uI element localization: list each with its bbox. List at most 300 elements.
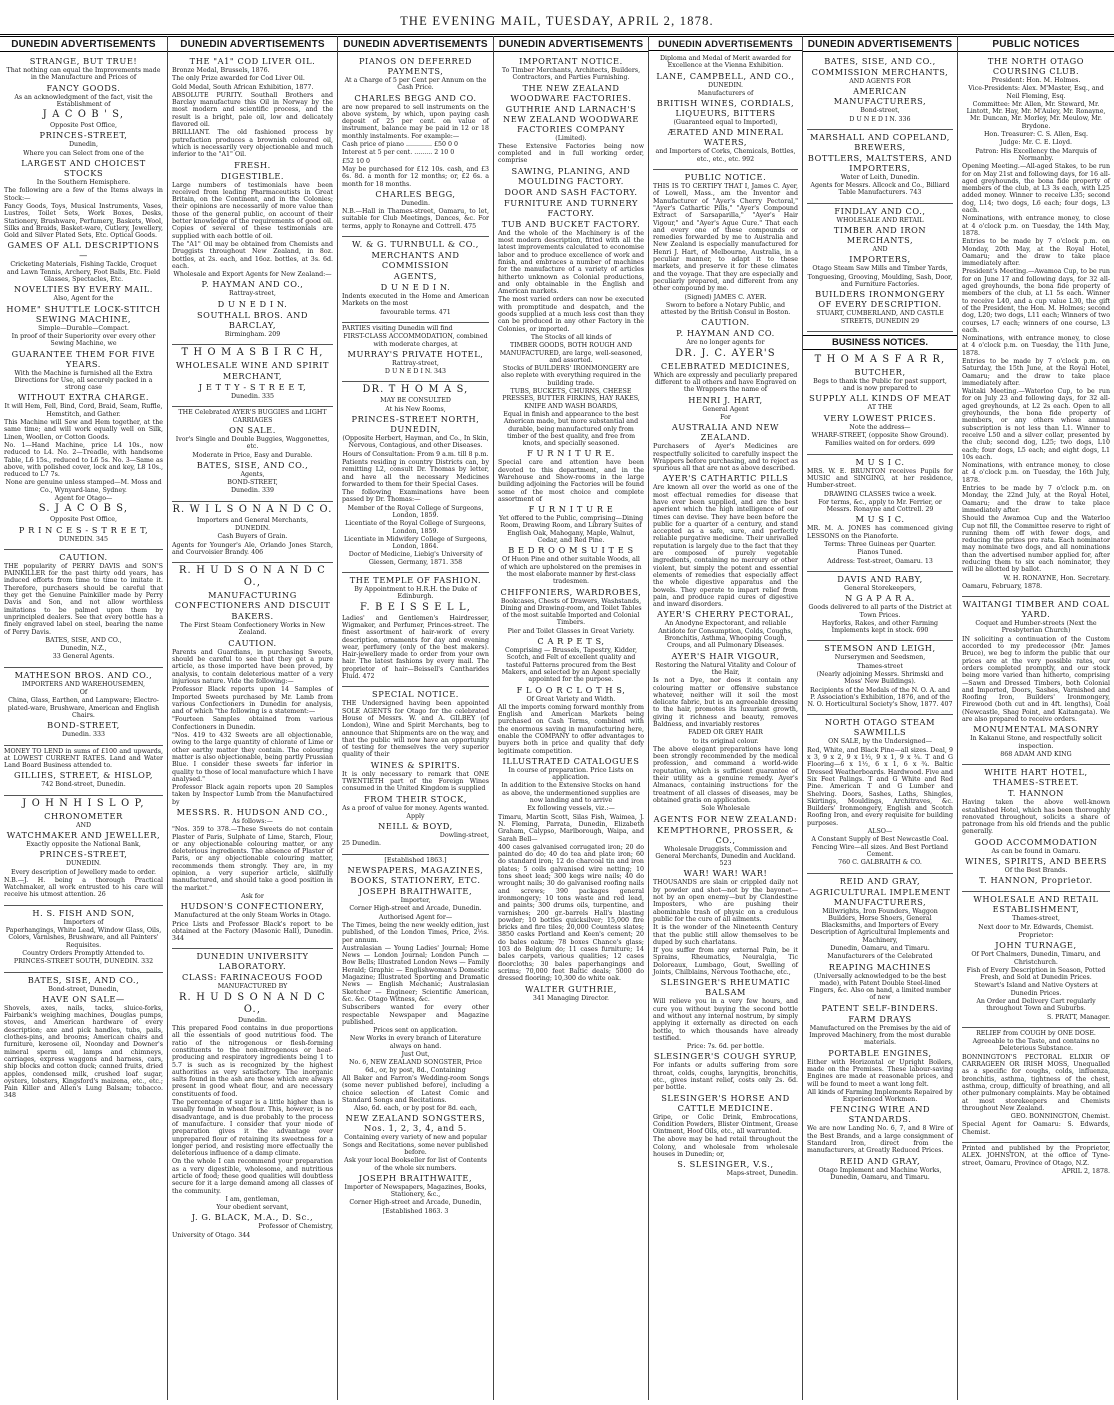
- ad-text: Patients residing in country Districts can, by remitting L2, consult Dr. Thomas by letter, and have all the necessary Medicines forwarded to them for their Special Cases.: [342, 458, 489, 488]
- ad-text: This Machine will Sew and Hem together, at the same time; and will work equally well on Silk, Linen, Woollen, or Cotton Goods.: [4, 419, 163, 441]
- ad-heading: AYER'S CATHARTIC PILLS: [662, 473, 789, 484]
- ad-text: Indents executed in the Home and American Markets on the most: [342, 293, 489, 308]
- ad-text: I am, gentleman,: [225, 1195, 280, 1203]
- ad-text: (Nearly adjoining Messrs. Shrimski and Moss' New Buildings).: [816, 670, 944, 686]
- ad-text: Opposite Post Office,: [50, 516, 117, 524]
- ad-heading: R. H U D S O N A N D C O.,: [178, 565, 326, 589]
- ad-text: ABSOLUTE PURITY. Southall Brothers and Barclay manufacture this Oil in Norway by the most modern and scientific process, and the result is a bright, pale oil, low and delicately flavored oil.: [172, 91, 333, 129]
- ad-heading: FURNITURE AND TURNERY FACTORY.: [503, 197, 639, 218]
- ad-text: BRILLIANT. The old fashioned process by putrefaction produces a brownish coloured oil, which is necessarily very objectionable and much inferior to the "A1" Oil.: [172, 129, 333, 159]
- column-3: [338, 36, 494, 1400]
- ad-heading: CHARLES BEGG,: [375, 188, 456, 199]
- ad-text: Thames-street,: [1012, 915, 1060, 923]
- ad-heading: NEWSPAPERS, MAGAZINES, BOOKS, STATIONERY, ETC.: [347, 865, 484, 886]
- ad-text: PARTIES visiting Dunedin will find: [342, 324, 453, 332]
- ad-text: Goods delivered to all parts of the District at Town Prices.: [808, 604, 952, 619]
- advertisement: [342, 382, 489, 570]
- ad-heading: R. W I L S O N A N D C O.: [172, 503, 333, 515]
- ad-text: Agents for Messrs. Allcock and Co., Billiard Table Manufacturers. 743: [810, 182, 950, 197]
- ad-text: An Order and Delivery Cart regularly throughout Town and Suburbs.: [976, 997, 1096, 1013]
- ad-text: Opposite Post Office,: [50, 122, 117, 130]
- ad-text: The above may be had retail throughout the Colony, and wholesale from wholesale houses in Dunedin; or,: [653, 1136, 798, 1159]
- ad-text: DUNEDIN.: [707, 81, 744, 89]
- ad-text: Moderate in Price, Easy and Durable.: [192, 451, 313, 459]
- ad-text: The only Prize awarded for Cod Liver Oil.: [172, 75, 305, 83]
- ad-heading: BATES, SISE, AND CO.,: [824, 56, 936, 66]
- ad-text: None are genuine unless stamped—M. Moss and Co., Wynyard-lane, Sydney.: [5, 479, 162, 494]
- ad-text: Country Orders Promptly Attended to.: [22, 949, 145, 957]
- ad-text: Dowling-street,: [439, 832, 489, 840]
- ad-heading: FARM DRAYS: [848, 1013, 912, 1024]
- ad-text: By Appointment to H.R.H. the Duke of Edinburgh.: [354, 586, 477, 601]
- ad-text: Importers and General Merchants,: [196, 516, 309, 524]
- ad-text: New Works in every branch of Literature always on hand.: [349, 1035, 482, 1050]
- ad-heading: PRINCES-STREET,: [39, 849, 128, 860]
- ad-heading: PUBLIC NOTICE.: [684, 172, 767, 183]
- ad-text: Diploma and Medal of Merit awarded for Excellence at the Vienna Exhibition.: [659, 55, 792, 70]
- ad-text: MAY BE CONSULTED: [380, 397, 451, 405]
- ad-text: Manufacturers of: [697, 89, 754, 97]
- advertisement: [342, 573, 489, 684]
- ad-text: TUBS, BUCKETS, CHURNS, CHEESE PRESSES, BUTTER FIRKINS, HAY RAKES, KNIFE AND WASH BOARDS,: [502, 388, 640, 410]
- ad-heading: BATES, SISE, AND CO.,: [27, 974, 140, 985]
- ad-text: Agents,: [240, 470, 265, 478]
- advertisement: [807, 130, 953, 201]
- ad-heading: PIANOS ON DEFERRED PAYMENTS,: [358, 56, 473, 76]
- ad-heading: N G A P A R A.: [845, 593, 915, 604]
- advertisement: [807, 352, 953, 452]
- ad-text: Millwrights, Iron Founders, Waggon Builders, Horse Shoers, General Blacksmiths, and Importers of Every Description of Agricultural Implements and Machinery,: [810, 907, 950, 944]
- ad-text: Also, Agent for the: [53, 295, 114, 303]
- ad-text: Member of the Royal College of Surgeons, London, 1859.: [347, 504, 484, 519]
- ad-text: (Guaranteed equal to Imported),: [673, 119, 778, 127]
- ad-text: Sworn to before a Notary Public, and attested by the British Consul in Boston.: [660, 301, 791, 317]
- ad-text: Hayforks, Rakes, and other Farming Implements kept in stock. 690: [821, 619, 939, 635]
- advertisement: [4, 906, 163, 970]
- ad-text: MRS. W. E. BRUNTON receives Pupils for MUSIC and SINGING, at her residence, Humber-street.: [807, 467, 953, 490]
- ad-text: WHOLESALE AND RETAIL: [836, 216, 924, 224]
- ad-heading: SUPPLY ALL KINDS OF MEAT: [809, 393, 951, 404]
- ad-text: ON SALE, by the Undersigned—: [828, 738, 932, 746]
- ad-text: N.B.—Hall in Thames-street, Oamaru, to let, suitable for Club Meetings, Dances, &c. For terms, apply to Ronayne and Cottrell. 475: [342, 208, 489, 230]
- ad-text: And the whole of the Machinery is of the most modern description, fitted with all the latest improvements calculated to economise labor and to produce excellence of work and finish, and embraces a number of machines for the manufacture of a variety of articles hitherto unknown as Colonial productions, and only obtainable in the English and American markets.: [498, 229, 644, 296]
- ad-heading: M U S I C.: [855, 456, 905, 467]
- ad-text: Restoring the Natural Vitality and Colour of the Hair,: [655, 661, 796, 676]
- ad-heading: ÆRATED AND MINERAL WATERS,: [667, 127, 784, 148]
- ad-text: Address: Test-street, Oamaru. 13: [827, 557, 933, 565]
- ad-heading: F. B E I S S E L L,: [359, 601, 472, 613]
- ad-heading: R. H U D S O N A N D C O.,: [178, 991, 326, 1015]
- ad-text: The most varied orders can now be executed with promptitude and despatch, and the goods supplied at a much less cost than they can be produced in any other Factory in the Colonies, or imported.: [498, 296, 644, 333]
- ad-text: Sole Wholesale: [701, 805, 750, 813]
- ad-heading: GOOD ACCOMMODATION: [974, 836, 1098, 847]
- ad-text: APRIL 2, 1878.: [1061, 1167, 1110, 1175]
- ad-heading: PRINCES-STREET,: [39, 130, 128, 141]
- ad-heading: IMPORTERS,: [849, 254, 911, 265]
- ad-text: That nothing can equal the Improvements made in the Manufacture and Prices of: [6, 67, 161, 82]
- ad-text: Dunedin,: [69, 141, 98, 149]
- ad-text: and Importers of Corks, Chemicals, Bottles, etc., etc., etc. 992: [655, 148, 796, 163]
- ad-heading: NORTH OTAGO STEAM SAWMILLS: [824, 717, 936, 738]
- ad-heading: REAPING MACHINES: [828, 961, 932, 972]
- advertisement: [807, 54, 953, 127]
- ad-heading: BAKERS.: [231, 611, 274, 622]
- ad-text: Bookcases, Chests of Drawers, Washstands, Dining and Drawing-room, and Toilet Tables of the most suitable Imported and Colonial Timbers.: [500, 597, 642, 627]
- ad-heading: HAVE ON SALE—: [42, 993, 125, 1004]
- ad-heading: BUILDERS IRONMONGERY OF EVERY DESCRIPTION.: [815, 289, 945, 310]
- advertisement: [4, 550, 163, 665]
- ad-text: It is only necessary to remark that ONE TWENTIETH part of the Foreign Wines consumed in the United Kingdom is supplied: [342, 770, 489, 793]
- ad-text: favourable terms. 471: [380, 308, 451, 316]
- ad-text: The "A1" Oil may be obtained from Chemists and Druggists throughout New Zealand, in 8oz. bottles, at 2s. each, and 16oz. bottles, at 3s. 6d. each.: [172, 240, 333, 270]
- ad-text: Vice-Presidents: Alex. M'Master, Esq., and Neil Fleming, Esq.: [968, 85, 1104, 100]
- ad-heading: PATENT SELF-BINDERS.: [821, 1002, 939, 1013]
- ad-heading: CAUTION.: [701, 317, 750, 328]
- ad-text: DRAWING CLASSES twice a week.: [823, 490, 937, 498]
- ad-heading: T. HANNON, Proprietor.: [979, 875, 1093, 886]
- ad-heading: PORTABLE ENGINES,: [828, 1047, 932, 1058]
- ad-heading: MANUFACTURING CONFECTIONERS AND DISCUIT: [174, 590, 331, 611]
- advertisement: [4, 668, 163, 743]
- ad-text: For: [720, 413, 731, 421]
- ad-text: DUNEDIN. 345: [58, 535, 109, 543]
- advertisement: [342, 237, 489, 320]
- ad-heading: J E T T Y - S T R E E T,: [198, 382, 307, 393]
- ad-heading: MERCHANT,: [222, 371, 283, 382]
- ad-text: FADED OR GREY HAIR: [688, 729, 763, 737]
- advertisement: [653, 53, 798, 167]
- ad-heading: BATES, SISE, AND CO.,: [196, 459, 309, 470]
- ad-text: Cricketing Materials, Fishing Tackle, Croquet and Lawn Tennis, Archery, Foot Balls, Etc. Field Glasses, Spectacles, Etc.: [6, 261, 161, 284]
- advertisement: [4, 746, 163, 793]
- ad-text: Families waited on for orders. 699: [825, 440, 935, 448]
- ad-text: Doctor of Medicine, Liebig's University of Giessen, Germany, 1871. 358: [348, 551, 483, 566]
- ad-text: Gripe, or Colic Drink, Embrocations, Condition Powders, Blister Ointment, Grease Ointment, Hoof Oils, etc., all warranted.: [653, 1113, 798, 1136]
- ad-heading: WALTER GUTHRIE,: [525, 983, 617, 994]
- ad-text: Hours of Consultation: From 9 a.m. till 8 p.m.: [342, 450, 489, 458]
- masthead: [0, 0, 1114, 35]
- ad-text: In the Southern Hemisphere.: [36, 179, 131, 187]
- ad-text: These Extensive Factories being now completed and in full working order, comprise: [498, 142, 644, 165]
- ad-text: Waitaki Meeting.—Waterloo Cup, to be run for on July 23 and following days, for 32 all-aged greyhounds, at L2 2s each. Open to all greyhounds, the bona fide property of members, or any others whose annual subscription is not less than L1. Winner to receive L50 and a silver collar, presented by the club; second dog, L25; two dogs, L10 each; four dogs, L5 each; and eight dogs, L1 10s each.: [962, 388, 1110, 461]
- ad-text: Your obedient servant,: [216, 1204, 289, 1212]
- advertisement: [962, 1028, 1110, 1140]
- ad-heading: THE NEW ZEALAND WOODWARE FACTORIES.: [510, 82, 632, 103]
- advertisement: [4, 796, 163, 903]
- ad-text: DUNEDIN.: [65, 860, 102, 868]
- ad-text: Of Great Variety and Width.: [526, 695, 616, 703]
- ad-text: Dunedin. 335: [230, 393, 274, 401]
- advertisement: [342, 54, 489, 234]
- ad-text: Purchasers of Ayer's Medicines are respectfully solicited to carefully inspect the Wrappers before purchasing, and to reject as spurious all that are not as above described.: [653, 443, 798, 473]
- ad-text: China, Glass, Earthen, and Lampware; Electro-plated-ware, Brushware, American and English Chairs.: [7, 697, 160, 719]
- column-7: [958, 36, 1114, 1400]
- ad-heading: THE NORTH OTAGO COURSING CLUB.: [987, 56, 1085, 76]
- ad-text: Dunedin.: [401, 199, 430, 207]
- ad-text: Is not a Dye, nor does it contain any colouring matter or offensive substance whatever, neither will it soil the most delicate fabric, but is an agreeable dressing to the hair, promotes its luxuriant growth, giving it richness and beauty, removes Baldness, and invariably restores: [653, 677, 798, 728]
- ad-text: Pianos Tuned.: [857, 549, 903, 557]
- ad-text: (Limited).: [555, 134, 587, 142]
- ad-text: Manufactured at the only Steam Works in Otago.: [174, 912, 331, 920]
- ad-text: Dunedin, Oamaru, and Timaru.: [830, 945, 930, 952]
- ad-text: Thames-street: [857, 662, 903, 670]
- ad-text: Corner High-street and Arcade, Dunedin,: [349, 1199, 482, 1207]
- advertisement: [172, 54, 333, 342]
- ad-text: THE Celebrated AYER'S BUGGIES and LIGHT CARRIAGES: [178, 409, 327, 424]
- advertisement: [342, 687, 489, 851]
- ad-heading: HUDSON'S CONFECTIONERY,: [180, 901, 325, 912]
- ad-heading: CELEBRATED MEDICINES,: [660, 360, 791, 371]
- advertisement: [172, 407, 333, 498]
- ad-text: Interest at 5 per cent. ......... 2 10 0: [342, 149, 455, 157]
- ad-text: Every description of Jewellery made to order.: [11, 868, 156, 876]
- advertisement: [498, 54, 644, 1006]
- ad-text: W. H. RONAYNE, Hon. Secretary.: [1003, 574, 1110, 582]
- ad-text: Maps-street, Dunedin.: [726, 1170, 798, 1178]
- ad-heading: NEW ZEALAND SONGSTERS, Nos. 1, 2, 3, 4, and 5.: [345, 1113, 486, 1134]
- ad-text: BONNINGTON'S PECTORAL ELIXIR OF CARRAGEEN OR IRISH MOSS, Unequalled as a specific for coughs, colds, influenza, bronchitis, asthma, tightness of the chest, asthma, croup, difficulty of breathing, and all other pulmonary complaints. May be obtained at most storekeepers and Chemists throughout New Zealand.: [962, 1053, 1110, 1112]
- ad-text: IN soliciting a continuation of the Custom accorded to my predecessor (Mr. James Bruce), we beg to inform the public that our prices are at the very possible rates, our orders completed promptly, and our stock being more varied than hitherto, comprising—Sawn and Dressed Timbers, both Colonial and Imported, Doors, Sashes, Varnished and Roofing Iron, Builders' Ironmongery, Firewood (both cut and in 4ft. lengths), Coal (Newcastle, Shag Point, and Kaitangata). We are also prepared to receive orders.: [962, 635, 1110, 724]
- ad-heading: WINES & SPIRITS.: [370, 759, 461, 770]
- advertisement: [807, 874, 953, 1186]
- ad-text: Ladies' and Gentlemen's Hairdresser, Wigmaker, and Perfumer, Princes-street. The finest assortment of hair-work of every description, ornaments for day and evening wear, perfumery (only of the best makers). Hair-jewellery made to order from your own hair. The latest fashions by every mail. The proprietor of hair—Beissell's Cantharides Fluid. 472: [342, 614, 489, 681]
- ad-heading: WITHOUT EXTRA CHARGE.: [17, 392, 150, 403]
- ad-text: General Storekeepers,: [844, 584, 916, 592]
- ad-heading: M U S I C.: [855, 514, 905, 525]
- ad-text: Manufacturers of the Celebrated: [827, 953, 933, 961]
- ad-text: No. 6, NEW ZEALAND SONGSTER, Price 6d., or, by post, 8d., Containing: [349, 1059, 482, 1074]
- ad-heading: AUSTRALIA AND NEW ZEALAND.: [671, 422, 780, 443]
- ad-text: Professor of Chemistry,: [258, 1223, 333, 1231]
- ad-heading: AGENTS,: [393, 271, 438, 282]
- ad-heading: SLESINGER'S RHEUMATIC BALSAM: [660, 977, 791, 998]
- ad-text: In course of preparation. Price Lists on application.: [508, 766, 634, 782]
- ad-text: Licentiate of the Royal College of Surgeons, London, 1859.: [345, 520, 486, 535]
- advertisement: [807, 641, 953, 712]
- ad-text: The Stocks of all kinds of: [530, 333, 612, 341]
- ad-text: Authorised Agent for—: [378, 913, 453, 921]
- ad-text: The above elegant preparations have long been strongly recommended by the medical profession, and command a world-wide reputation, which is sufficient guarantee of their utility as a genuine remedy. Ayer's Almanacs, containing instructions for the treatment of all classes of diseases, may be obtained gratis on application.: [653, 745, 798, 804]
- ad-heading: MERCHANTS AND COMMISSION: [371, 250, 460, 271]
- ad-text: A Constant Supply of Best Newcastle Coal. Fencing Wire—all sizes. And Best Portland Cement.: [811, 836, 949, 858]
- ad-text: Agents for Younger's Ale, Orlando Jones Starch, and Courvoisier Brandy. 406: [172, 541, 333, 556]
- ad-text: With the Machine is furnished all the Extra Directions for Use, all securely packed in a strong case: [14, 369, 153, 392]
- ad-heading: WATCHMAKER AND JEWELLER,: [6, 830, 161, 840]
- ad-text: Dunedin.: [238, 1016, 267, 1024]
- ad-heading: C A R P E T S,: [537, 636, 605, 647]
- ad-text: If you suffer from any external Pain, be it Sprains, Rheumatics, Neuralgia, Tic Doloreaux, Lumbago, Gout, Swelling of Joints, Chilblains, Nervous Toothache, etc.,: [653, 947, 798, 977]
- ad-heading: VERY LOWEST PRICES.: [823, 412, 937, 423]
- ad-text: Just Out,: [401, 1051, 430, 1059]
- ad-text: As can be found in Oamaru.: [991, 847, 1081, 855]
- column-5: [649, 36, 803, 1400]
- ad-text: [Established 1863. 3: [382, 1207, 449, 1215]
- ad-text: Terms: Three Guineas per Quarter.: [824, 541, 936, 549]
- ad-heading: REID AND GRAY,: [839, 875, 921, 886]
- column-heading: DUNEDIN ADVERTISEMENTS: [803, 36, 957, 52]
- ad-text: BOND-STREET,: [227, 479, 278, 487]
- ad-heading: WHOLESALE WINE AND SPIRIT: [175, 360, 330, 371]
- ad-heading: JOSEPH BRAITHWAITE,: [358, 1172, 473, 1183]
- ad-text: Price Lists and Professor Black's report to be obtained at the Factory (Masonic Hall), Dunedin. 344: [172, 920, 333, 943]
- ad-text: Rattray-street,: [392, 359, 439, 367]
- ad-heading: BOND-STREET,: [47, 720, 120, 731]
- ad-heading: SLESINGER'S COUGH SYRUP,: [653, 1051, 798, 1062]
- ad-text: DUNEDIN.: [234, 524, 271, 532]
- ad-heading: HOME" SHUTTLE LOCK-STITCH SEWING MACHINE,: [6, 303, 161, 324]
- ad-heading: FROM THEIR STOCK,: [363, 793, 468, 804]
- ad-text: Note the address—: [849, 423, 911, 431]
- ad-heading: JOHN TURNAGE,: [995, 940, 1077, 951]
- ad-heading: SOUTHALL BROS. AND BARCLAY,: [196, 309, 309, 330]
- ad-heading: LANE, CAMPBELL, AND CO.,: [656, 70, 795, 81]
- ad-text: Ivor's Single and Double Buggies, Waggonettes, etc.: [175, 435, 330, 451]
- ad-text: Equal in finish and appearance to the best American made, but more substantial and durable, being manufactured only from timber of the best quality, and free from knots, and specially seasoned.: [503, 410, 639, 448]
- advertisement: [342, 323, 489, 379]
- ad-heading: THE "A1" COD LIVER OIL.: [189, 56, 316, 66]
- ad-text: At a Charge of 5 per Cent per Annum on the Cash Price.: [344, 77, 487, 92]
- ad-text: For infants or adults suffering from sore throat, colds, coughs, laryngitis, bronchitis, etc., gives instant relief, costs only 2s. 6d. per bottle.: [653, 1062, 798, 1092]
- ad-text: Manufactured on the Premises by the aid of Improved Machinery, from the most durable materials.: [809, 1024, 951, 1047]
- ad-text: Coquet and Humber-streets (Next the Presbyterian Church): [975, 620, 1097, 635]
- ad-text: To Timber Merchants, Architects, Builders, Contractors, and Parties Furnishing.: [501, 67, 641, 82]
- ad-text: 341 Managing Director.: [532, 994, 610, 1002]
- ad-text: Next door to Mr. Edwards, Chemist.: [978, 923, 1094, 931]
- ad-heading: MATHESON BROS. AND CO.,: [14, 669, 153, 680]
- ad-text: Should the Awamoa Cup and the Waterloo Cup not fill, the Committee reserve to right of running them off with fewer dogs, and reducing the prizes pro rata. Each nominator may nominate two dogs, and all nominations than the advertised number applied for, after reducing them to six each nominator, they will be allotted by ballot.: [962, 515, 1110, 574]
- ad-text: "Nos. 419 to 432 Sweets are all objectionable, owing to the large quantity of chlorate of Lime or other earthy matter they contain. The colouring matter is also objectionable, being partly Prussian Blue. I consider these sweets far inferior in quality to those of local manufacture which I have analysed.": [172, 732, 333, 783]
- ad-text: (Opposite Herbert, Hayman, and Co., In Skin, Nervous, Contagious, and other Diseases.: [342, 435, 489, 450]
- ad-text: It will Hem, Fell, Bind, Cord, Braid, Seam, Ruffle, Hemstitch, and Gather.: [4, 403, 163, 418]
- ad-heading: WAR! WAR! WAR!: [683, 868, 768, 879]
- ad-heading: MONUMENTAL MASONRY: [973, 724, 1099, 735]
- ad-text: Of Huon Pine and other suitable Woods, all of which are upholstered on the premises in the most elaborate manner by first-class tradesmen.: [500, 556, 642, 586]
- ad-heading: WHITE HART HOTEL, THAMES-STREET.: [984, 767, 1088, 788]
- ad-heading: KEMPTHORNE, PROSSER, & CO.,: [656, 824, 795, 845]
- ad-heading: DR. J. C. AYER'S: [675, 347, 776, 359]
- ad-text: All Baker and Farron's Wedding-room Songs (some never published before), including a choice selection of Latest Comic and Standard Songs and Recitations.: [342, 1074, 489, 1104]
- ad-text: S. PRATT, Manager.: [1047, 1013, 1110, 1021]
- ad-text: MONEY TO LEND in sums of £100 and upwards, at LOWEST CURRENT RATES. Land and Water Land Board Business attended to.: [4, 747, 163, 770]
- ad-text: Are no longer agents for: [686, 339, 765, 347]
- ad-text: THE popularity of PERRY DAVIS and SON'S PAINKILLER for the past thirty odd years, has induced efforts from time to time to imitate it. Therefore, purchasers should be careful that they get the Genuine Painkiller made by Perry Davis and Son, and not allow worthless imitations to be palmed upon them by unprincipled dealers. See that every bottle has a finely engraved label on steel, bearing the name of Perry Davis.: [4, 562, 163, 636]
- ad-text: Agent for Otago—: [54, 494, 113, 502]
- ad-text: Importer of Newspapers, Magazines, Books, Stationery, &c.,: [344, 1183, 487, 1199]
- ad-text: Of the Best Brands.: [1004, 867, 1068, 875]
- ad-text: Corner High-street and Arcade, Dunedin.: [349, 905, 482, 913]
- ad-text: As a proof of value for money. Agents wanted.: [342, 804, 489, 812]
- advertisement: [172, 949, 333, 1243]
- advertisement: [962, 597, 1110, 762]
- ad-heading: AGENTS FOR NEW ZEALAND:: [653, 813, 798, 824]
- ad-text: Tonguesing, Grooving, Moulding, Sash, Door, and Furniture Factories.: [807, 273, 953, 288]
- ad-text: Nominations, with entrance money, to close at 4 o'clock p.m. on Tuesday, the 16th July, 1878.: [962, 462, 1110, 484]
- ad-heading: AGRICULTURAL IMPLEMENT MANUFACTURERS,: [809, 886, 951, 907]
- ad-text: "Fourteen Samples obtained from various Confectioners in Dunedin.: [172, 716, 333, 731]
- column-heading: DUNEDIN ADVERTISEMENTS: [649, 36, 802, 51]
- advertisement: [653, 170, 798, 1182]
- ad-heading: DIGESTIBLE.: [220, 170, 285, 181]
- ad-text: Apply: [406, 812, 425, 820]
- ad-heading: THE TEMPLE OF FASHION.: [349, 575, 482, 586]
- ad-text: We are now Landing No. 6, 7, and 8 Wire of the Best Brands, and a large consignment of Standard Iron, direct from the manufacturers, at Greatly Reduced Prices.: [807, 1125, 953, 1155]
- ad-heading: MESSRS. R. HUDSON AND CO.,: [176, 807, 329, 817]
- advertisement: [342, 855, 489, 1219]
- ad-text: An Anodyne Expectorant, and reliable Antidote for Consumption, Colds, Coughs, Bronchitis, Asthma, Whooping Cough, Croups, and all Pulmonary Diseases.: [658, 620, 793, 650]
- ad-heading: AMERICAN MANUFACTURERS,: [833, 86, 927, 107]
- advertisement: [807, 204, 953, 329]
- ad-heading: NOVELTIES BY EVERY MAIL.: [14, 284, 153, 295]
- ad-heading: PRINCES-STREET NORTH, DUNEDIN,: [351, 414, 480, 435]
- ad-text: Of Port Chalmers, Dunedin, Timaru, and Christchurch.: [971, 951, 1101, 966]
- ad-heading: IMPORTANT NOTICE.: [519, 56, 623, 66]
- ad-heading: FENCING WIRE AND STANDARDS.: [829, 1104, 931, 1125]
- ad-text: Wholesale and Export Agents for New Zealand:—: [173, 271, 332, 279]
- ad-text: Having taken the above well-known established Hotel, which has been thoroughly renovated throughout, solicits a share of patronage from his old friends and the public generally.: [962, 799, 1110, 836]
- ad-text: Cash Buyers of Grain.: [217, 533, 288, 541]
- advertisement: [962, 892, 1110, 1025]
- ad-text: Special Agent for Oamaru: S. Edwards, Chemist.: [962, 1121, 1110, 1136]
- ad-text: Simple—Durable—Compact.: [38, 324, 129, 332]
- ad-heading: T H O M A S F A R R,: [814, 353, 946, 365]
- ad-text: Professor Black again reports upon 20 Samples taken by Inspector Lumb from the Manufactured by: [172, 784, 333, 806]
- ad-text: AND: [75, 821, 92, 829]
- ad-text: "Nos. 359 to 378.—These Sweets do not contain Plaster of Paris, Sulphate of Lime, Starch, Flour, or any objectionable colouring matter, or any deleterious ingredients. The absence of Plaster of Paris, or any objectionable colouring matter, recommends them strongly. They are, in my opinion, a very superior article, skilfully manufactured, and should take a good position in the market.": [172, 826, 333, 892]
- ad-text: Printed and published by the Proprietor, ALEX. JOHNSTON, at the office of Tyne-street, Oamaru, Province of Otago, N.Z.: [962, 1145, 1110, 1167]
- ad-text: Recipients of the Medals of the N. O. A. and P. Association's Exhibition, 1876, and of the N. O. Horticultural Society's Show, 1877. 407: [807, 686, 953, 709]
- ad-text: The Times, being the new weekly edition, just published, of the London Times, Price, 2½s. per annum.: [342, 921, 489, 944]
- ad-heading: DR. T H O M A S,: [362, 384, 469, 396]
- ad-heading: CHRONOMETER: [44, 810, 123, 821]
- ad-text: (Universally acknowledged to be the best made), with Patent Double Steel-lined Fingers, &c. Also on hand, a limited number of new: [809, 972, 951, 1002]
- ad-text: STUART, CUMBERLAND, AND CASTLE STREETS, DUNEDIN 29: [816, 310, 944, 325]
- ad-text: 33 General Agents.: [52, 653, 115, 661]
- ad-text: BATES, SISE, AND CO.,: [45, 636, 122, 644]
- ad-heading: T H O M A S B I R C H,: [181, 347, 324, 359]
- ad-text: 400 cases galvanised corrugated iron; 20 do painted do do; 40 do tea and plate iron; 60 do standard iron; 12 do charcoal tin and iron plates; 5 coils galvanised wire netting; 10 tons sheet lead; 300 kegs wire nails; 40 do wrought nails; 30 do galvanised roofing nails and screws; 390 packages general ironmongery; 10 tons waste and red lead, and paints; 300 drums oils, turpentine, and varnishes; 200 gr.-barrels Hall's blasting powder; 10 bottles quicksilver; 15,000 fire bricks and fire tiles; 20,000 Countess slates; 3850 casks Portland and Keen's cement; 20 do bales oakum; 78 boxes Chance's glass; 103 do Belgium do; 11 cases furniture; 14 bales carpets, various qualities; 12 cases floorcloths; 30 bales paperhangings and scrims; 70,000 feet Baltic deals; 5000 do dressed flooring; 10,300 do white oak.: [498, 843, 644, 983]
- ad-text: Licentiate in Midwifery College of Surgeons, London, 1864.: [343, 535, 488, 551]
- ad-text: Stewart's Island and Native Oysters at Dunedin Prices.: [974, 982, 1098, 997]
- ad-text: Hon. Treasurer: C. S. Allen, Esq.: [983, 131, 1089, 139]
- ad-text: All kinds of Farming Implements Repaired by Experienced Workmen.: [807, 1088, 953, 1104]
- ad-heading: GUTHRIE AND LARNACH'S NEW ZEALAND WOODWARE FACTORIES COMPANY: [503, 103, 639, 134]
- ad-heading: W. & G. TURNBULL & CO.,: [351, 239, 479, 250]
- ad-text: Water of Leith, Dunedin.: [840, 173, 920, 181]
- ad-text: 760 C. GALBRAITH & CO.: [838, 859, 922, 867]
- ad-text: Large numbers of testimonials have been received from leading Pharmaceutists in Great Britain, on the Continent, and in the Colonies; their opinions are necessarily of more value than those of the general public, on account of their better knowledge of the requirements of good oil. Copies of several of these testimonials are supplied with each bottle of oil.: [172, 181, 333, 240]
- ad-text: GEO. BONNINGTON, Chemist.: [1010, 1113, 1110, 1121]
- ad-text: Ex following vessels, viz.:—: [527, 805, 615, 813]
- ad-heading: F U R N I T U R E.: [527, 448, 615, 459]
- ad-heading: CLASS: FARINACEOUS FOOD: [182, 972, 323, 983]
- ad-text: In proof of their Superiority over every other Sewing Machine, we: [11, 332, 156, 348]
- ad-text: AND: [872, 246, 888, 254]
- ad-heading: AYER'S HAIR VIGOUR,: [671, 650, 780, 661]
- ad-text: Dunedin, N.Z.,: [60, 645, 107, 653]
- ad-heading: COMMISSION MERCHANTS,: [811, 67, 949, 77]
- ad-heading: P. HAYMAN AND CO.,: [201, 279, 304, 290]
- ad-text: Red, White, and Black Pine—all sizes. Deal, 9 x 3, 9 x 2, 9 x 1½, 9 x 1, 9 x ¾. T and G Flooring—6 x 1½, 6 x 1, 6 x ¾. Baltic Dressed Weatherboards. Hardwood. Five and Six Feet Palings. T and G White and Red Pine. American T and G Lumber and Shelving. Doors, Sashes, Laths, Shingles, Skirtings, Mouldings, Architraves, &c. Builders' Ironmongery, English and Scotch Roofing Iron, and every requisite for building purposes.: [807, 746, 953, 827]
- ad-heading: J O H N H I S L O P,: [22, 797, 145, 809]
- ad-heading: MARSHALL AND COPELAND, BREWERS,: [810, 131, 950, 152]
- column-heading: DUNEDIN ADVERTISEMENTS: [338, 36, 493, 52]
- newspaper-title: THE EVENING MAIL, TUESDAY, APRIL 2, 1878.: [400, 14, 714, 28]
- ad-heading: J A C O B ' S,: [42, 109, 125, 121]
- ad-heading: WINES, SPIRITS, AND BEERS: [964, 856, 1108, 867]
- ad-text: Importers of: [63, 918, 104, 926]
- section-heading: BUSINESS NOTICES.: [803, 335, 957, 350]
- ad-heading: MURRAY'S PRIVATE HOTEL,: [347, 348, 484, 359]
